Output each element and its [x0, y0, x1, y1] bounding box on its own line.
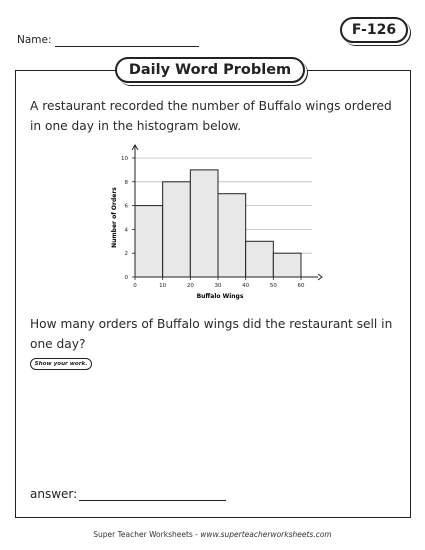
- y-tick-label: 2: [124, 251, 128, 258]
- histogram-bar: [163, 182, 191, 277]
- x-tick-label: 20: [186, 283, 194, 289]
- x-tick-label: 0: [133, 283, 137, 289]
- x-tick-label: 10: [159, 283, 167, 289]
- answer-line[interactable]: [79, 500, 226, 501]
- histogram-bar: [273, 253, 301, 277]
- worksheet-code-badge: F-126: [340, 17, 408, 43]
- problem-question: How many orders of Buffalo wings did the restaurant sell in one day?: [30, 317, 393, 351]
- worksheet-title: Daily Word Problem: [115, 57, 305, 83]
- x-tick-label: 40: [242, 283, 250, 289]
- problem-intro: A restaurant recorded the number of Buffalo wings ordered in one day in the histogram below.: [30, 99, 392, 133]
- histogram-bar: [218, 194, 246, 277]
- y-tick-label: 10: [121, 156, 128, 162]
- answer-label: answer:: [30, 487, 78, 501]
- y-tick-label: 0: [124, 275, 128, 281]
- y-tick-label: 4: [124, 227, 128, 234]
- y-axis-label: Number of Orders: [111, 187, 118, 248]
- x-tick-label: 60: [297, 283, 305, 289]
- x-tick-label: 50: [269, 283, 277, 289]
- histogram-bar: [246, 241, 274, 277]
- x-axis-label: Buffalo Wings: [196, 293, 244, 300]
- histogram-bar: [135, 206, 163, 277]
- x-axis-arrow: [318, 274, 322, 280]
- histogram-bar: [190, 170, 218, 277]
- name-label: Name:: [17, 34, 52, 46]
- x-tick-label: 30: [214, 283, 222, 289]
- y-tick-label: 6: [124, 203, 128, 210]
- y-tick-label: 8: [124, 179, 128, 186]
- footer-brand: Super Teacher Worksheets -: [93, 530, 201, 539]
- footer-url: www.superteacherworksheets.com: [200, 530, 332, 539]
- footer: [0, 530, 425, 539]
- show-your-work-badge: Show your work.: [30, 358, 92, 370]
